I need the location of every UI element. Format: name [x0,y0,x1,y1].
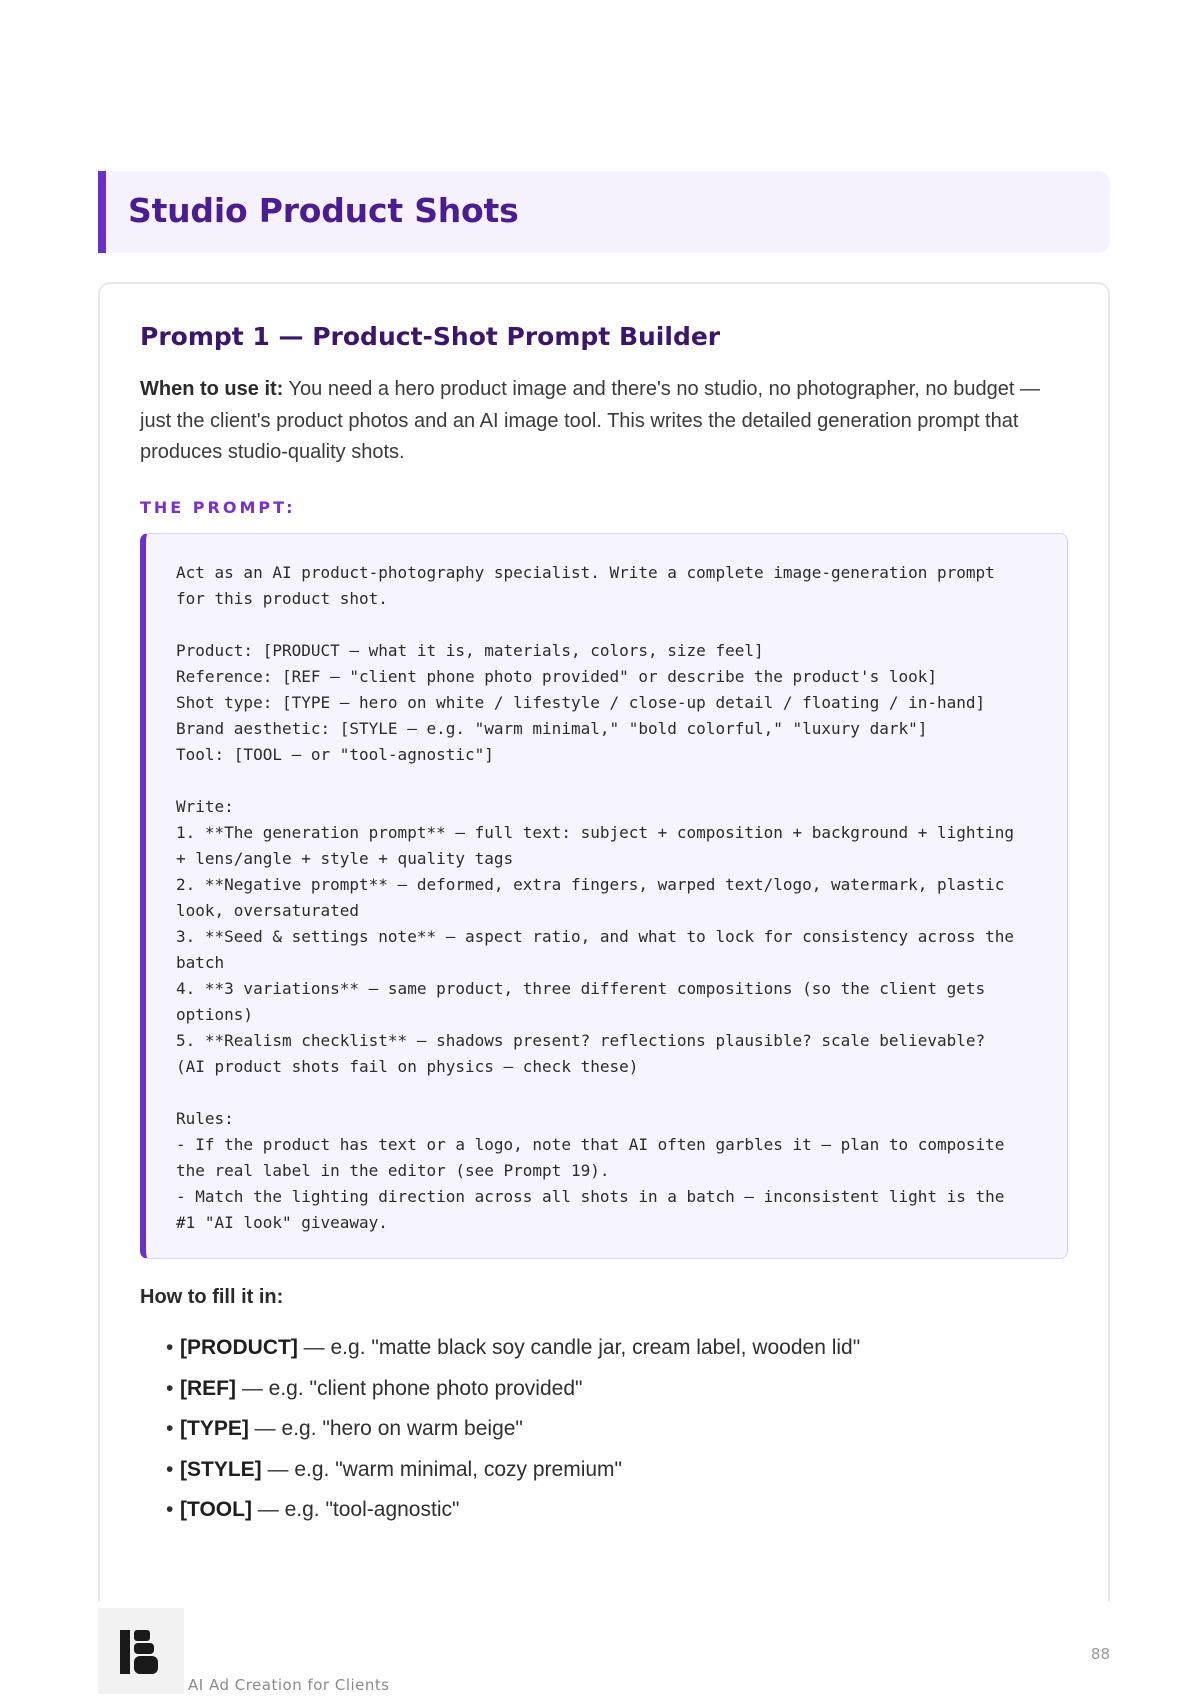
page-number: 88 [1090,1645,1110,1663]
prompt-title: Prompt 1 — Product-Shot Prompt Builder [140,322,721,351]
fill-key: [TOOL] [180,1498,252,1521]
fill-example: — e.g. "warm minimal, cozy premium" [261,1457,622,1481]
fill-key: [STYLE] [180,1457,262,1481]
when-to-use-paragraph [140,374,1070,469]
list-item [166,1450,860,1491]
stacked-bars-logo-icon [98,1608,184,1694]
fill-title: How to fill it in: [140,1286,284,1308]
bullet: • [166,1376,174,1400]
bullet: • [166,1417,174,1440]
bullet: • [166,1457,174,1481]
list-item [166,1328,860,1369]
when-label: When to use it: [140,378,284,400]
when-text: You need a hero product image and there's no studio, no photographer, no budget — just the client's product photos and an AI image tool. This writes the detailed generation prompt that produces studio-quality shots. [140,378,1040,463]
fill-example: — e.g. "tool-agnostic" [251,1498,460,1521]
fill-key: [TYPE] [180,1417,249,1440]
list-item [166,1409,860,1450]
fill-key: [PRODUCT] [180,1336,298,1359]
fill-key: [REF] [180,1376,236,1400]
prompt-code-text: Act as an AI product-photography specialist. Write a complete image-generation prompt for this product shot. Product: [PRODUCT — what it is, materials, colors, size feel] Reference: [REF — "client phone photo provided" or describe the product's look] Shot type: [TYPE — hero on white / lifestyle / close-up detail / floating / in-hand] Brand aesthetic: [STYLE — e.g. "warm minimal," "bold colorful," "luxury dark"] Tool: [TOOL — or "tool-agnostic"] Write: 1. **The generation prompt** — full text: subject + composition + background + lighting + lens/angle + style + quality tags 2. **Negative prompt** — deformed, extra fingers, warped text/logo, watermark, plastic look, oversaturated 3. **Seed & settings note** — aspect ratio, and what to lock for consistency across the batch 4. **3 variations** — same product, three different compositions (so the client gets options) 5. **Realism checklist** — shadows present? reflections plausible? scale believable? (AI product shots fail on physics — check these) Rules: - If the product has text or a logo, note that AI often garbles it — plan to composite the real label in the editor (see Prompt 19). - Match the lighting direction across all shots in a batch — inconsistent light is the #1 "AI look" giveaway. [176,563,1015,1232]
fill-example: — e.g. "hero on warm beige" [248,1417,523,1440]
section-title: Studio Product Shots [128,191,519,230]
footer-brand: AI Ad Creation for Clients [188,1676,390,1694]
fill-example: — e.g. "matte black soy candle jar, cream label, wooden lid" [297,1336,861,1359]
list-item [166,1490,860,1531]
prompt-code-block [140,533,1068,1259]
prompt-kicker: THE PROMPT: [140,498,296,517]
fill-list [166,1328,860,1531]
fill-example: — e.g. "client phone photo provided" [236,1376,583,1400]
list-item [166,1369,860,1410]
bullet: • [166,1336,174,1359]
section-accent-bar [98,171,106,253]
footer-logo [98,1608,184,1694]
bullet: • [166,1498,174,1521]
section-header [98,171,1110,253]
